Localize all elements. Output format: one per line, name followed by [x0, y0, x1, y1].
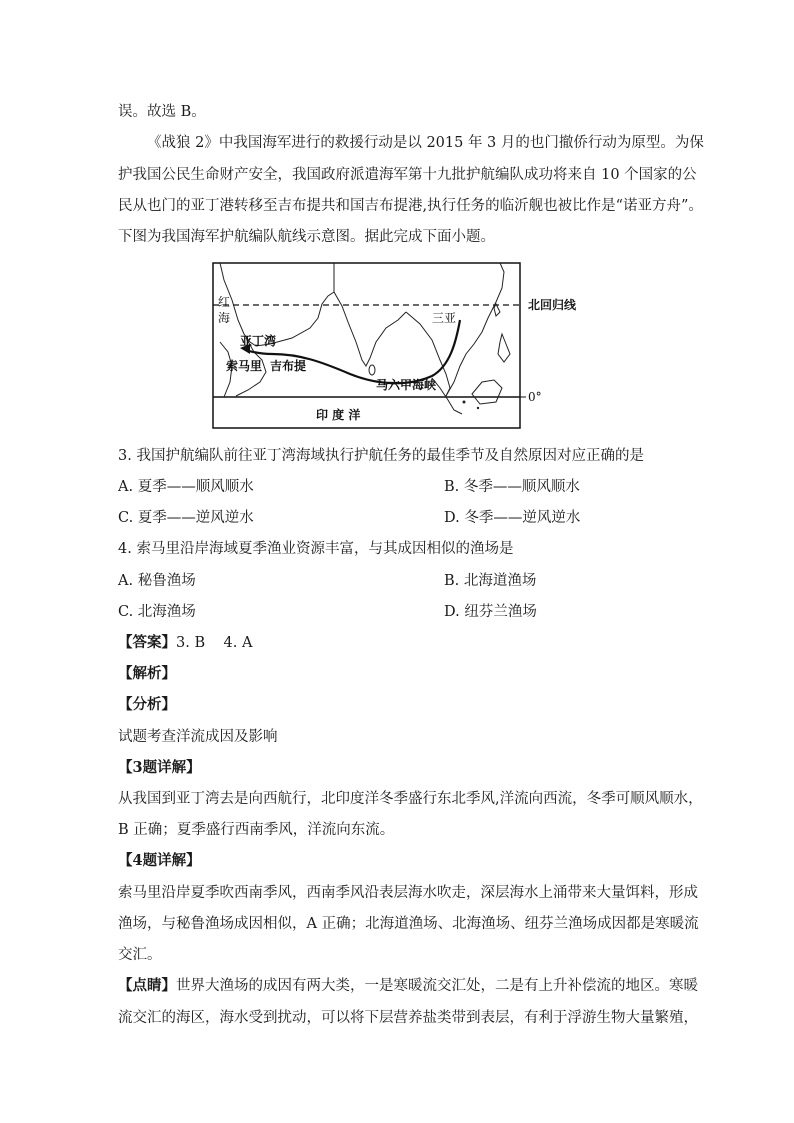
sri-lanka: [369, 365, 375, 375]
q3-option-c: C. 夏季——逆风逆水: [118, 510, 254, 526]
answer-label: 【答案】: [118, 634, 176, 651]
borneo: [472, 380, 502, 404]
q3-option-d: D. 冬季——逆风逆水: [444, 510, 581, 526]
q3-option-a: A. 夏季——顺风顺水: [118, 479, 254, 495]
q3-stem: 3. 我国护航编队前往亚丁湾海域执行护航任务的最佳季节及自然原因对应正确的是: [118, 448, 644, 464]
q3-detail-line-2: B 正确；夏季盛行西南季风，洋流向东流。: [118, 822, 395, 838]
sumatra: [432, 378, 462, 414]
label-djibouti: 吉布提: [270, 359, 307, 373]
q3-detail-line-1: 从我国到亚丁湾去是向西航行，北印度洋冬季盛行东北季风,洋流向西流，冬季可顺风顺水，: [118, 791, 703, 807]
intro-line-2: 护我国公民生命财产安全，我国政府派遣海军第十九批护航编队成功将来自 10 个国家的公: [118, 167, 697, 183]
q4-detail-line-2: 渔场，与秘鲁渔场成因相似，A 正确；北海道渔场、北海渔场、纽芬兰渔场成因都是寒暖流: [118, 916, 699, 932]
label-sanya: 三亚: [432, 311, 457, 325]
q4-option-c: C. 北海渔场: [118, 604, 196, 620]
label-malacca: 马六甲海峡: [376, 378, 437, 392]
taiwan: [494, 304, 500, 316]
philippines: [498, 334, 510, 362]
navy-route-map: [210, 262, 590, 432]
q4-detail-line-3: 交汇。: [118, 947, 162, 963]
intro-line-1: 《战狼 2》中我国海军进行的救援行动是以 2015 年 3 月的也门撤侨行动为原型。为保: [147, 135, 704, 151]
label-indian-ocean: 印 度 洋: [316, 408, 361, 422]
q4-option-a: A. 秘鲁渔场: [118, 573, 196, 589]
malay-coast: [446, 263, 504, 396]
label-somalia: 索马里: [226, 359, 263, 373]
intro-line-4: 下图为我国海军护航编队航线示意图。据此完成下面小题。: [118, 229, 495, 245]
q3-detail-heading: 【3题详解】: [118, 759, 201, 776]
q4-detail-line-1: 索马里沿岸夏季吹西南季风，西南季风沿表层海水吹走，深层海水上涌带来大量饵料，形成: [118, 885, 698, 901]
fenxi-text: 试题考查洋流成因及影响: [118, 729, 278, 745]
tip-text-1: 世界大渔场的成因有两大类，一是寒暖流交汇处，二是有上升补偿流的地区。寒暖: [176, 978, 698, 994]
tip-line-1: [118, 977, 698, 994]
label-red-sea-2: 海: [218, 311, 231, 325]
q4-option-b: B. 北海道渔场: [444, 573, 537, 589]
navy-route: [246, 320, 460, 383]
label-tropic: 北回归线: [528, 298, 577, 312]
q4-detail-heading: 【4题详解】: [118, 852, 201, 869]
label-gulf-aden: 亚丁湾: [240, 334, 277, 348]
label-red-sea-1: 红: [218, 295, 231, 309]
q4-option-d: D. 纽芬兰渔场: [444, 604, 537, 620]
line-1: 误。故选 B。: [118, 104, 206, 120]
q4-stem: 4. 索马里沿岸海域夏季渔业资源丰富，与其成因相似的渔场是: [118, 541, 514, 557]
answer-text: 3. B 4. A: [176, 635, 253, 651]
label-equator: 0°: [528, 390, 542, 404]
q3-option-b: B. 冬季——顺风顺水: [444, 479, 580, 495]
answer-line: [118, 635, 678, 651]
tip-label: 【点睛】: [118, 977, 176, 994]
island-dot: [463, 401, 466, 404]
intro-line-3: 民从也门的亚丁港转移至吉布提共和国吉布提港,执行任务的临沂舰也被比作是“诺亚方舟”。: [118, 198, 703, 214]
island-dot: [477, 407, 479, 409]
jiexi-heading: 【解析】: [118, 665, 176, 682]
india-coast: [334, 292, 406, 366]
tip-line-2: 流交汇的海区，海水受到扰动，可以将下层营养盐类带到表层，有利于浮游生物大量繁殖，: [118, 1010, 698, 1026]
fenxi-heading: 【分析】: [118, 696, 176, 713]
